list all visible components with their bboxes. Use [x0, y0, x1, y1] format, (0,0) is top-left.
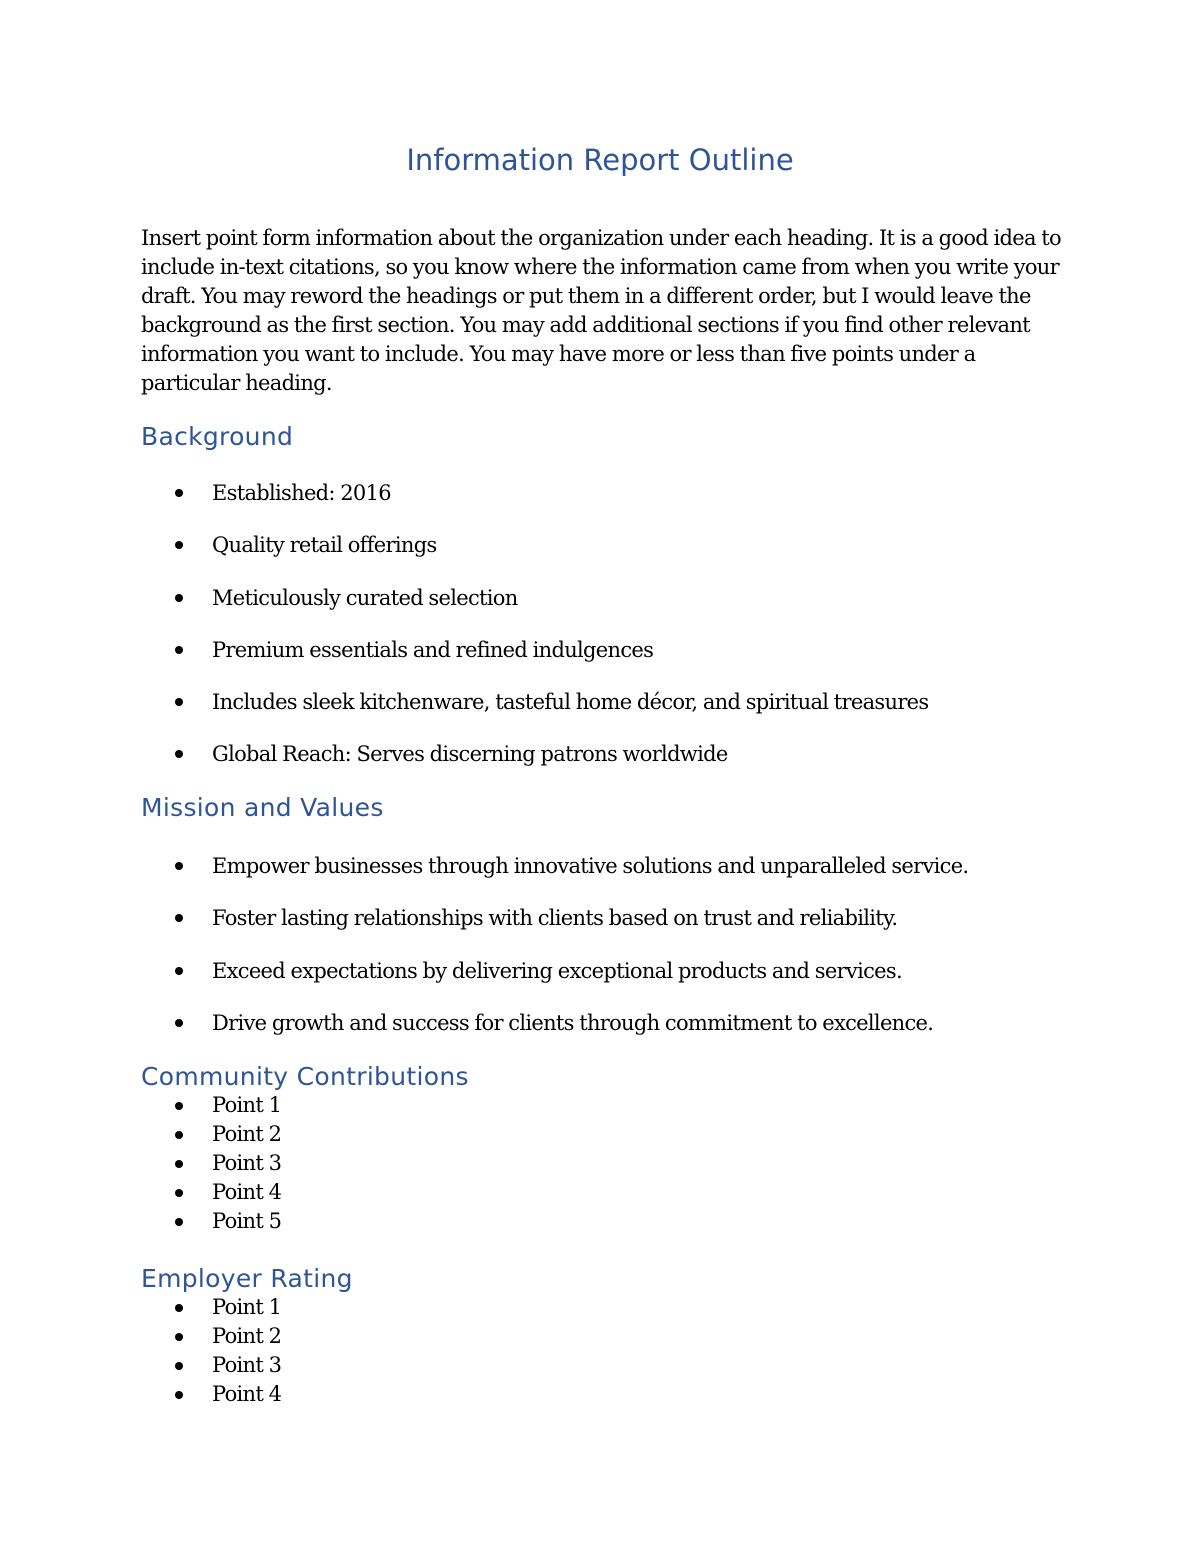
list-item-text: Established: 2016	[212, 481, 391, 505]
bullet-icon	[175, 489, 183, 497]
section-heading-background: Background	[141, 422, 294, 451]
section-heading-community: Community Contributions	[141, 1062, 469, 1091]
list-item-text: Meticulously curated selection	[212, 585, 518, 610]
list-item	[141, 1008, 1061, 1060]
list-item	[141, 583, 1061, 635]
bullet-icon	[175, 1333, 183, 1341]
section-mission-values	[141, 791, 1061, 1060]
list-item	[141, 1351, 1061, 1380]
bullet-icon	[175, 1218, 183, 1226]
list-item	[141, 635, 1061, 687]
list-item	[141, 1380, 1061, 1409]
bullet-icon	[175, 594, 183, 602]
bullet-icon	[175, 1102, 183, 1110]
list-item	[141, 1322, 1061, 1351]
list-item-text: Empower businesses through innovative solutions and unparalleled service.	[212, 854, 969, 878]
list-item-text: Foster lasting relationships with clients based on trust and reliability.	[212, 906, 898, 931]
list-item	[141, 478, 1061, 530]
list-item-text: Premium essentials and refined indulgences	[212, 637, 654, 662]
bullet-icon	[175, 1362, 183, 1370]
section-employer-rating	[141, 1262, 1061, 1409]
bullet-icon	[175, 698, 183, 706]
section-background	[141, 420, 1061, 792]
employer-list	[141, 1293, 1061, 1409]
list-item-text: Quality retail offerings	[212, 533, 437, 558]
intro-paragraph: Insert point form information about the organization under each heading. It is a good idea to include in-text citations, so you know where the information came from when you write your draft. You may reword the headings or put them in a different order, but I would leave the background as the first section. You may add additional sections if you find other relevant information you want to include. You may have more or less than five points under a particular heading.	[141, 226, 1061, 395]
list-item-text: Point 1	[212, 1295, 282, 1319]
list-item	[141, 1120, 1061, 1149]
list-item-text: Point 4	[212, 1382, 282, 1406]
bullet-icon	[175, 1189, 183, 1197]
list-item-text: Exceed expectations by delivering exceptional products and services.	[212, 958, 902, 983]
bullet-icon	[175, 750, 183, 758]
list-item	[141, 1178, 1061, 1207]
bullet-icon	[175, 541, 183, 549]
list-item-text: Point 3	[212, 1151, 282, 1175]
list-item	[141, 687, 1061, 739]
bullet-icon	[175, 862, 183, 870]
section-heading-employer: Employer Rating	[141, 1264, 353, 1293]
list-item	[141, 903, 1061, 955]
list-item-text: Point 5	[212, 1209, 282, 1233]
list-item-text: Point 3	[212, 1353, 282, 1377]
bullet-icon	[175, 1131, 183, 1139]
bullet-icon	[175, 1391, 183, 1399]
background-list	[141, 478, 1061, 792]
list-item	[141, 530, 1061, 582]
list-item	[141, 739, 1061, 791]
list-item-text: Point 2	[212, 1324, 282, 1348]
list-item	[141, 1091, 1061, 1120]
list-item-text: Global Reach: Serves discerning patrons worldwide	[212, 742, 728, 767]
mission-list	[141, 851, 1061, 1060]
list-item-text: Drive growth and success for clients through commitment to excellence.	[212, 1010, 934, 1035]
list-item-text: Point 1	[212, 1093, 282, 1117]
community-list	[141, 1091, 1061, 1236]
list-item-text: Point 2	[212, 1122, 282, 1146]
bullet-icon	[175, 1304, 183, 1312]
document-title: Information Report Outline	[406, 143, 794, 177]
list-item	[141, 851, 1061, 903]
bullet-icon	[175, 646, 183, 654]
bullet-icon	[175, 1160, 183, 1168]
section-heading-mission: Mission and Values	[141, 793, 384, 822]
list-item	[141, 1293, 1061, 1322]
bullet-icon	[175, 967, 183, 975]
list-item-text: Point 4	[212, 1180, 282, 1204]
list-item-text: Includes sleek kitchenware, tasteful home décor, and spiritual treasures	[212, 690, 929, 715]
bullet-icon	[175, 914, 183, 922]
list-item	[141, 1207, 1061, 1236]
section-community-contributions	[141, 1060, 1061, 1236]
list-item	[141, 956, 1061, 1008]
list-item	[141, 1149, 1061, 1178]
bullet-icon	[175, 1019, 183, 1027]
